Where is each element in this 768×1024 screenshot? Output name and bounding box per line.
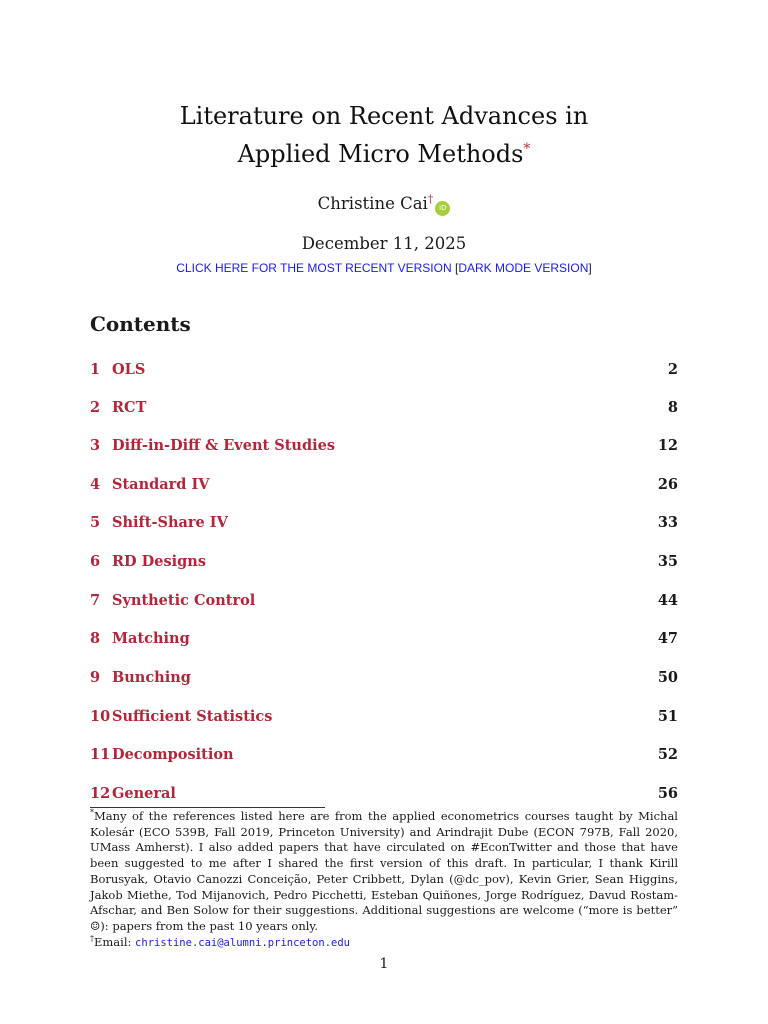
title-line-2 [0, 135, 768, 173]
toc-page: 50 [657, 669, 678, 686]
dark-mode-link[interactable]: DARK MODE VERSION [458, 261, 589, 275]
toc-label[interactable]: OLS [112, 361, 146, 378]
toc-number: 3 [90, 437, 101, 454]
footnotes [90, 809, 678, 951]
footnote-mark-star: * [90, 808, 94, 818]
page-number: 1 [379, 956, 389, 972]
toc-label[interactable]: Diff-in-Diff & Event Studies [112, 437, 335, 454]
author-footnote-mark[interactable]: † [427, 192, 434, 206]
toc-entry-diff-in-diff[interactable] [90, 437, 678, 459]
toc-number: 10 [90, 708, 111, 725]
footnote-email [90, 935, 678, 952]
toc-page: 47 [657, 630, 678, 647]
version-links [0, 261, 768, 275]
toc-entry-decomposition[interactable] [90, 746, 678, 768]
toc-page: 52 [657, 746, 678, 763]
toc-number: 7 [90, 592, 101, 609]
bracket-open: [ [455, 261, 459, 275]
email-label: Email: [94, 934, 136, 949]
toc-label[interactable]: RCT [112, 399, 147, 416]
email-link[interactable]: christine.cai@alumni.princeton.edu [135, 936, 350, 949]
toc-entry-synthetic-control[interactable] [90, 592, 678, 614]
toc-entry-general[interactable] [90, 785, 678, 807]
bracket-close: ] [588, 261, 592, 275]
author-line [0, 194, 768, 216]
toc-label[interactable]: Matching [112, 630, 190, 647]
contents-heading: Contents [90, 312, 191, 336]
toc-entry-bunching[interactable] [90, 669, 678, 691]
orcid-icon[interactable]: iD [435, 201, 450, 216]
title-footnote-mark[interactable]: * [523, 141, 531, 157]
recent-version-link[interactable]: CLICK HERE FOR THE MOST RECENT VERSION [176, 261, 452, 275]
footnote-acknowledgements [90, 809, 678, 935]
toc-page: 12 [657, 437, 678, 454]
toc-label[interactable]: Standard IV [112, 476, 210, 493]
footnote-acknowledgements-text: Many of the references listed here are from the applied econometrics courses taught by Michal Kolesár (ECO 539B, Fall 2019, Princeton University) and Arindrajit Dube (ECON 797B, Fall 2020, UMass Amherst). I also added papers that have circulated on #EconTwitter and those that have been suggested to me after I shared the first version of this draft. In particular, I thank Kirill Borusyak, Otavio Canozzi Conceição, Peter Cribbett, Dylan (@dc_pov), Kevin Grier, Sean Higgins, Jakob Miethe, Tod Mijanovich, Pedro Picchetti, Esteban Quiñones, Jorge Rodríguez, Davud Rostam-Afschar, and Ben Solow for their suggestions. Additional suggestions are welcome (“more is better” ☺): papers from the past 10 years only. [90, 809, 678, 933]
toc-label[interactable]: RD Designs [112, 553, 206, 570]
toc-page: 56 [657, 785, 678, 802]
toc-number: 12 [90, 785, 111, 802]
toc-entry-ols[interactable] [90, 361, 678, 383]
toc-label[interactable]: Synthetic Control [112, 592, 256, 609]
toc-label[interactable]: Sufficient Statistics [112, 708, 273, 725]
toc-number: 2 [90, 399, 101, 416]
title-line-2-text: Applied Micro Methods [237, 140, 524, 168]
toc-page: 33 [657, 514, 678, 531]
toc-number: 4 [90, 476, 101, 493]
toc-entry-matching[interactable] [90, 630, 678, 652]
toc-number: 11 [90, 746, 111, 763]
toc-label[interactable]: Decomposition [112, 746, 234, 763]
toc-page: 2 [667, 361, 678, 378]
author-name: Christine Cai [317, 194, 428, 213]
title-line-1: Literature on Recent Advances in [179, 102, 589, 130]
toc-number: 6 [90, 553, 101, 570]
toc-entry-sufficient-statistics[interactable] [90, 708, 678, 730]
toc-number: 5 [90, 514, 101, 531]
toc-entry-standard-iv[interactable] [90, 476, 678, 498]
toc-page: 8 [667, 399, 678, 416]
footnote-mark-dagger: † [90, 933, 94, 943]
toc-page: 35 [657, 553, 678, 570]
document-title [0, 97, 768, 173]
toc-label[interactable]: General [112, 785, 176, 802]
toc-entry-shift-share-iv[interactable] [90, 514, 678, 536]
toc-label[interactable]: Shift-Share IV [112, 514, 228, 531]
toc-page: 51 [657, 708, 678, 725]
footnote-rule [90, 807, 325, 808]
toc-entry-rd-designs[interactable] [90, 553, 678, 575]
toc-label[interactable]: Bunching [112, 669, 191, 686]
toc-entry-rct[interactable] [90, 399, 678, 421]
toc-number: 9 [90, 669, 101, 686]
toc-page: 26 [657, 476, 678, 493]
toc-number: 1 [90, 361, 101, 378]
document-date: December 11, 2025 [301, 234, 467, 253]
toc-number: 8 [90, 630, 101, 647]
toc-page: 44 [657, 592, 678, 609]
